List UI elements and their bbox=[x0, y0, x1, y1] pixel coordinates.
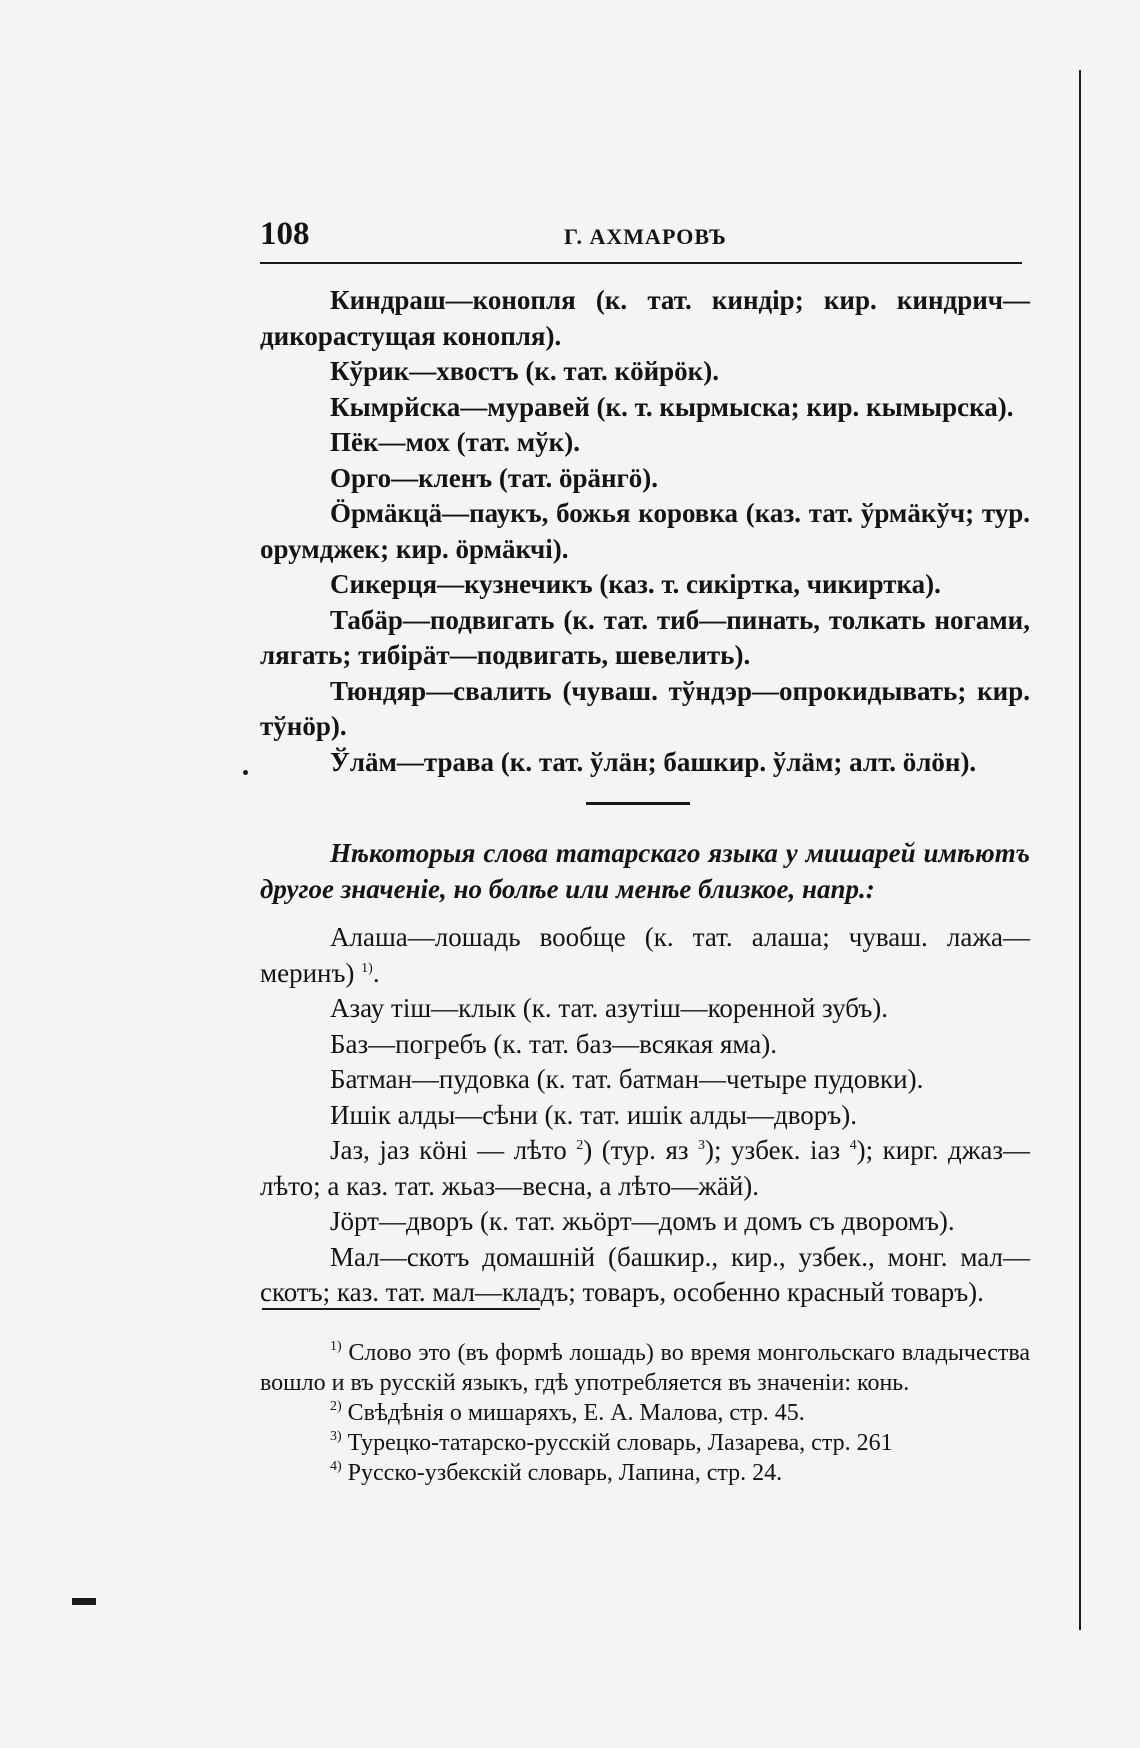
page-header bbox=[260, 216, 1020, 260]
footnote bbox=[260, 1458, 1030, 1488]
section-intro bbox=[260, 836, 1030, 907]
glossary-section-1 bbox=[260, 283, 1030, 780]
entry-text: ) (тур. яз bbox=[583, 1135, 689, 1165]
entry: Öрмäкцä—паукъ, божья коровка (каз. тат. ўрмäкўч; тур. орумджек; кир. öрмäкчі). bbox=[260, 498, 1030, 564]
footnote-label: 3) bbox=[330, 1429, 342, 1444]
entry: Ўлäм—трава (к. тат. ўлäн; башкир. ўлäм; алт. öлöн). bbox=[330, 746, 977, 777]
entry: Сикерця—кузнечикъ (каз. т. сикіртка, чикиртка). bbox=[330, 569, 941, 599]
footnote-ref-2: 2 bbox=[576, 1138, 584, 1153]
footnote-text: Слово это (въ формѣ лошадь) во время монгольскаго владычества вошло и въ русскій языкъ, гдѣ употребляется въ значеніи: конь. bbox=[260, 1340, 1030, 1396]
entry: Пёк—мох (тат. мўк). bbox=[330, 427, 580, 457]
entry: Батман—пудовка (к. тат. батман—четыре пудовки). bbox=[330, 1064, 924, 1094]
section-divider bbox=[586, 802, 690, 805]
footnote-ref-1: 1) bbox=[361, 960, 373, 976]
footnote-label: 4) bbox=[330, 1459, 342, 1474]
entry-text: Јаз, јаз кöні — лѣто bbox=[330, 1135, 567, 1165]
entry-text: ); кирг. джаз—лѣто; а каз. тат. жьаз—весна, а лѣто—жäй). bbox=[260, 1135, 1031, 1201]
footnotes bbox=[260, 1338, 1030, 1488]
footnote-ref-3: 3 bbox=[698, 1138, 706, 1153]
glossary-section-2 bbox=[260, 920, 1030, 1311]
scan-mark-dot bbox=[243, 770, 248, 775]
footnote bbox=[260, 1398, 1030, 1428]
entry bbox=[260, 1133, 1030, 1204]
footnote-label: 1) bbox=[330, 1339, 342, 1354]
entry: Азау тіш—клык (к. тат. азутіш—коренной зубъ). bbox=[330, 993, 889, 1023]
footnote-ref-4: 4 bbox=[849, 1138, 857, 1153]
header-rule bbox=[260, 262, 1022, 264]
entry: Кымрйска—муравей (к. т. кырмыска; кир. кымырска). bbox=[330, 391, 1014, 422]
entry: Тюндяр—свалить (чуваш. тўндэр—опрокидывать; кир. тўнöр). bbox=[260, 675, 1030, 741]
page-number: 108 bbox=[260, 216, 310, 252]
running-head: Г. АХМАРОВЪ bbox=[564, 224, 727, 249]
entry-text: ); узбек. іаз bbox=[705, 1135, 841, 1165]
footnote-text: Турецко-татарско-русскій словарь, Лазарева, стр. 261 bbox=[347, 1430, 893, 1456]
footnote bbox=[260, 1428, 1030, 1458]
footnote-rule bbox=[262, 1308, 540, 1310]
scan-mark-left bbox=[72, 1598, 96, 1605]
intro-text: Нѣкоторыя слова татарскаго языка у мишарей имѣютъ другое значеніе, но болѣе или менѣе близкое, напр.: bbox=[260, 838, 1030, 904]
entry: Мал—скотъ домашній (башкир., кир., узбек., монг. мал—скотъ; каз. тат. мал—кладъ; товаръ, особенно красный товаръ). bbox=[260, 1241, 1030, 1307]
entry: Јöрт—дворъ (к. тат. жьöрт—домъ и домъ съ дворомъ). bbox=[330, 1206, 955, 1236]
entry: Орго—кленъ (тат. öрäнгö). bbox=[330, 462, 659, 493]
footnote-text: Русско-узбекскій словарь, Лапина, стр. 24. bbox=[347, 1460, 783, 1486]
entry: Табäр—подвигать (к. тат. тиб—пинать, толкать ногами, лягать; тибірäт—подвигать, шевелить). bbox=[260, 604, 1030, 670]
footnote-text: Свѣдѣнія о мишаряхъ, Е. А. Малова, стр. 45. bbox=[347, 1400, 805, 1426]
entry: Ишік алды—сѣни (к. тат. ишік алды—дворъ). bbox=[330, 1099, 858, 1130]
page-edge-line bbox=[1079, 70, 1081, 1630]
entry: Кўрик—хвостъ (к. тат. кöйрöк). bbox=[330, 356, 719, 386]
entry: Киндраш—конопля (к. тат. киндір; кир. киндрич—дикорастущая конопля). bbox=[260, 285, 1030, 351]
entry: Баз—погребъ (к. тат. баз—всякая яма). bbox=[330, 1028, 778, 1059]
entry-text: Алаша—лошадь вообще (к. тат. алаша; чуваш. лажа—меринъ) bbox=[260, 922, 1030, 988]
entry: Алаша—лошадь вообще (к. тат. алаша; чуваш. лажа—меринъ) $^{1)}$. bbox=[260, 922, 1030, 988]
footnote-label: 2) bbox=[330, 1399, 342, 1414]
footnote bbox=[260, 1338, 1030, 1398]
